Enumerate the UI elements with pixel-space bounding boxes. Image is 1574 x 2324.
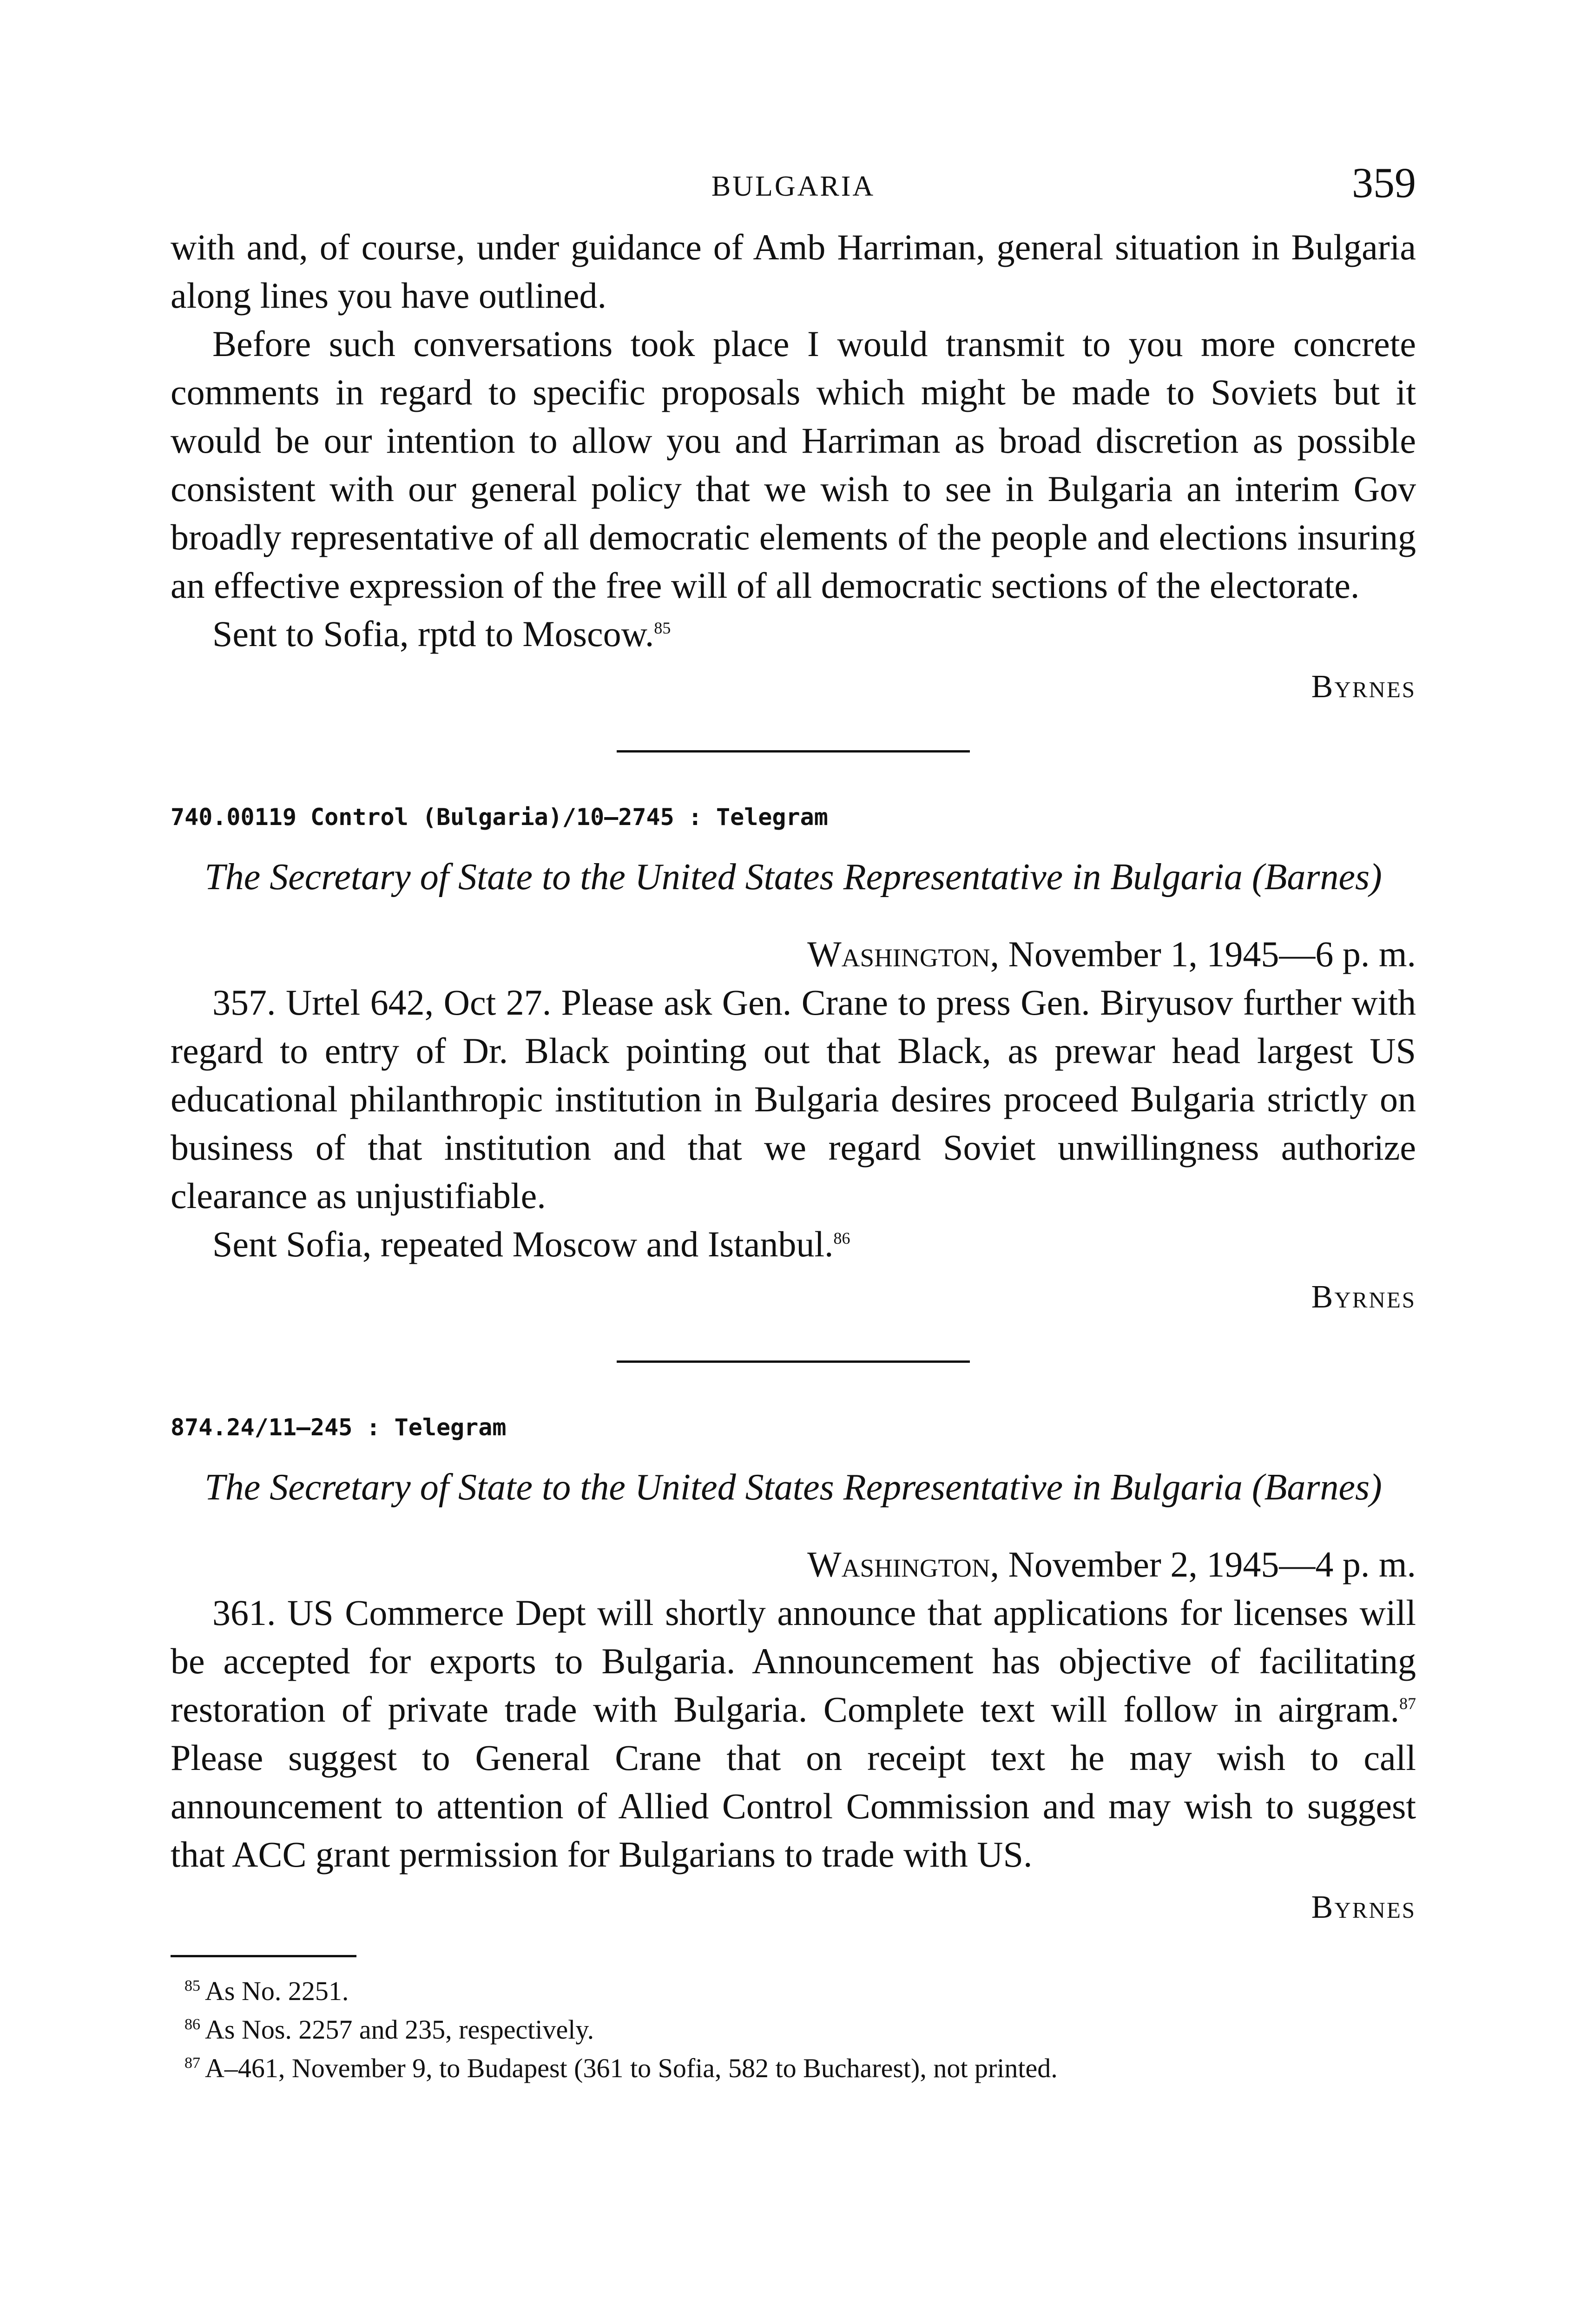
document-page <box>171 153 1416 2324</box>
footnote-text: A–461, November 9, to Budapest (361 to Sofia, 582 to Bucharest), not printed. <box>205 2053 1058 2083</box>
file-reference: 740.00119 Control (Bulgaria)/10–2745 : Telegram <box>171 804 828 831</box>
signature: Byrnes <box>1311 1279 1416 1315</box>
document-heading: The Secretary of State to the United States Representative in Bulgaria (Barnes) <box>204 857 1382 898</box>
footnote-mark: 86 <box>184 2016 200 2033</box>
footnote <box>171 2047 1416 2085</box>
separator-rule <box>617 750 970 753</box>
page-number: 359 <box>1352 159 1416 206</box>
separator-rule <box>617 1360 970 1363</box>
paragraph <box>171 1589 1416 1879</box>
dateline-date: , November 1, 1945—6 p. m. <box>990 934 1416 974</box>
dateline <box>171 930 1416 978</box>
signature: Byrnes <box>1311 1889 1416 1925</box>
distribution-text: Sent to Sofia, rptd to Moscow. <box>212 614 654 654</box>
signature: Byrnes <box>1311 669 1416 705</box>
running-head <box>171 153 1416 223</box>
paragraph-text: 361. US Commerce Dept will shortly announce that applications for licenses will be accepted for exports to Bulgaria. Announcement has objective of facilitating restoration of private trade with Bulgaria. Complete text will follow in airgram. <box>171 1592 1416 1730</box>
footnote-reference: 87 <box>1399 1694 1416 1713</box>
footnote-reference: 85 <box>654 619 671 637</box>
footnotes <box>171 1969 1416 2085</box>
distribution-text: Sent Sofia, repeated Moscow and Istanbul. <box>212 1224 834 1264</box>
paragraph: with and, of course, under guidance of Amb Harriman, general situation in Bulgaria along lines you have outlined. <box>171 227 1416 316</box>
footnote-rule <box>171 1955 356 1957</box>
file-reference: 874.24/11–245 : Telegram <box>171 1414 507 1441</box>
footnote-text: As No. 2251. <box>205 1976 349 2006</box>
telegram-document <box>171 1411 1416 1926</box>
document-heading: The Secretary of State to the United States Representative in Bulgaria (Barnes) <box>204 1467 1382 1508</box>
footnote <box>171 1969 1416 2008</box>
distribution-line <box>171 610 1416 658</box>
paragraph: Before such conversations took place I would transmit to you more concrete comments in regard to specific proposals which might be made to Soviets but it would be our intention to allow you and Harriman as broad discretion as possible consistent with our general policy that we wish to see in Bulgaria an interim Gov broadly representative of all democratic elements of the people and elections insuring an effective expression of the free will of all democratic sections of the electorate. <box>171 324 1416 606</box>
footnote <box>171 2008 1416 2047</box>
footnote-mark: 85 <box>184 1977 200 1994</box>
distribution-line <box>171 1220 1416 1268</box>
footnote-mark: 87 <box>184 2054 200 2072</box>
footnote-text: As Nos. 2257 and 235, respectively. <box>205 2014 594 2045</box>
telegram-document <box>171 801 1416 1316</box>
dateline <box>171 1540 1416 1589</box>
continued-telegram <box>171 223 1416 706</box>
dateline-place: Washington <box>807 934 990 974</box>
dateline-place: Washington <box>807 1544 990 1585</box>
running-title: BULGARIA <box>711 171 876 202</box>
footnote-reference: 86 <box>833 1229 850 1248</box>
dateline-date: , November 2, 1945—4 p. m. <box>990 1544 1416 1585</box>
paragraph: 357. Urtel 642, Oct 27. Please ask Gen. Crane to press Gen. Biryusov further with regard to entry of Dr. Black pointing out that Black, as prewar head largest US educational philanthropic institution in Bulgaria desires proceed Bulgaria strictly on business of that institution and that we regard Soviet unwillingness authorize clearance as unjustifiable. <box>171 982 1416 1216</box>
paragraph-text: Please suggest to General Crane that on receipt text he may wish to call announcement to attention of Allied Control Commission and may wish to suggest that ACC grant permission for Bulgarians to trade with US. <box>171 1737 1416 1875</box>
